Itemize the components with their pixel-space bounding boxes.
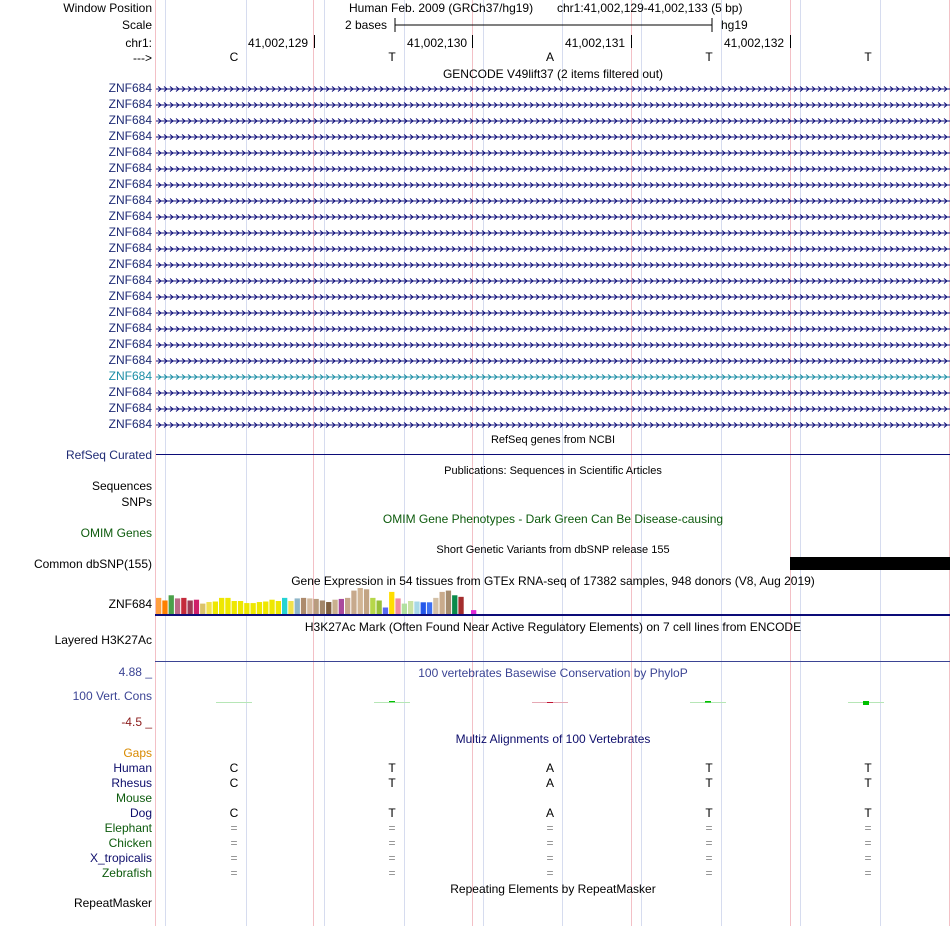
multiz-base: T (388, 776, 396, 790)
chrom-label: chr1: (125, 36, 152, 50)
phylop-score-mark (863, 701, 869, 705)
multiz-base: T (705, 761, 713, 775)
multiz-base: A (545, 806, 554, 820)
phylop-plot[interactable] (156, 690, 950, 712)
multiz-base: = (705, 821, 713, 835)
phylop-score-mark (389, 701, 395, 702)
multiz-base: = (546, 851, 554, 865)
h3k27ac-track-label[interactable]: Layered H3K27Ac (54, 633, 152, 647)
gencode-transcript[interactable] (156, 262, 950, 268)
multiz-base: C (229, 761, 239, 775)
gtex-tissue-bar (288, 601, 293, 614)
gtex-track-label[interactable]: ZNF684 (108, 597, 152, 611)
h3k27ac-divider (155, 661, 950, 662)
multiz-base: = (388, 851, 396, 865)
multiz-species-label[interactable]: X_tropicalis (89, 851, 152, 865)
gtex-tissue-bar (301, 598, 306, 614)
gtex-tissue-bar (181, 598, 186, 614)
gtex-tissue-bar (414, 602, 419, 614)
gencode-gene-label[interactable]: ZNF684 (108, 337, 152, 351)
gencode-transcript[interactable] (156, 406, 950, 412)
ruler-tick-1: 41,002,129 (248, 36, 309, 50)
gtex-tissue-bar (314, 599, 319, 614)
gencode-transcript[interactable] (156, 102, 950, 108)
publications-sequences-label[interactable]: Sequences (91, 479, 152, 493)
multiz-species-label[interactable]: Chicken (108, 836, 152, 850)
gencode-transcript[interactable] (156, 422, 950, 428)
gtex-tissue-bar (162, 600, 167, 614)
gtex-expression-bars[interactable] (156, 586, 950, 614)
base-3: A (545, 50, 554, 64)
multiz-base: = (705, 851, 713, 865)
multiz-base: T (388, 761, 396, 775)
phylop-track-title[interactable]: 100 vertebrates Basewise Conservation by PhyloP (418, 666, 688, 680)
gtex-tissue-bar (194, 600, 199, 614)
multiz-base: = (546, 821, 554, 835)
multiz-base: T (864, 776, 872, 790)
gencode-gene-label[interactable]: ZNF684 (108, 161, 152, 175)
multiz-base: = (388, 836, 396, 850)
gtex-tissue-bar (351, 591, 356, 614)
multiz-base: T (705, 806, 713, 820)
ruler-tick-3: 41,002,131 (565, 36, 626, 50)
multiz-base: A (545, 761, 554, 775)
gencode-gene-label[interactable]: ZNF684 (108, 257, 152, 271)
gencode-gene-label[interactable]: ZNF684 (108, 241, 152, 255)
gtex-tissue-bar (345, 598, 350, 614)
gencode-gene-label[interactable]: ZNF684 (108, 417, 152, 431)
gencode-transcript[interactable] (156, 294, 950, 300)
window-position-label: Window Position (63, 1, 152, 15)
publications-track-title[interactable]: Publications: Sequences in Scientific Articles (444, 465, 662, 477)
multiz-base: = (546, 866, 554, 880)
gencode-transcript[interactable] (156, 326, 950, 332)
gtex-tissue-bar (377, 600, 382, 614)
dbsnp-variant-block[interactable] (790, 557, 950, 570)
gtex-tissue-bar (200, 604, 205, 614)
gencode-transcript[interactable] (156, 230, 950, 236)
scale-label: Scale (121, 18, 152, 32)
gtex-tissue-bar (452, 595, 457, 614)
gencode-transcript[interactable] (156, 182, 950, 188)
multiz-base: = (864, 866, 872, 880)
gencode-transcript[interactable] (156, 374, 950, 380)
gtex-tissue-bar (458, 597, 463, 614)
gtex-tissue-bar (257, 602, 262, 614)
phylop-score-mark (547, 702, 553, 703)
h3k27ac-track-title[interactable]: H3K27Ac Mark (Often Found Near Active Regulatory Elements) on 7 cell lines from ENCODE (304, 620, 802, 634)
gencode-transcript[interactable] (156, 246, 950, 252)
multiz-base: = (230, 836, 238, 850)
gtex-tissue-bar (364, 589, 369, 614)
phylop-score-mark (705, 701, 711, 703)
gtex-tissue-bar (251, 603, 256, 614)
gtex-tissue-bar (175, 598, 180, 614)
gencode-transcript[interactable] (156, 342, 950, 348)
phylop-ymax: 4.88 _ (118, 665, 152, 679)
gencode-gene-label[interactable]: ZNF684 (108, 145, 152, 159)
multiz-base: = (230, 866, 238, 880)
publications-snps-label[interactable]: SNPs (121, 495, 152, 509)
gencode-gene-label[interactable]: ZNF684 (108, 401, 152, 415)
gtex-tissue-bar (188, 600, 193, 614)
gtex-track-title[interactable]: Gene Expression in 54 tissues from GTEx RNA-seq of 17382 samples, 948 donors (V8, Aug 2019) (291, 574, 815, 588)
assembly-name: Human Feb. 2009 (GRCh37/hg19) (349, 1, 534, 15)
phylop-track-label[interactable]: 100 Vert. Cons (72, 689, 152, 703)
gtex-tissue-bar (213, 602, 218, 614)
gtex-baseline (155, 614, 950, 616)
multiz-base: = (388, 866, 396, 880)
gencode-gene-label[interactable]: ZNF684 (108, 289, 152, 303)
multiz-species-label[interactable]: Rhesus (111, 776, 152, 790)
multiz-base: T (705, 776, 713, 790)
gencode-transcript[interactable] (156, 310, 950, 316)
scale-bar (390, 16, 720, 34)
base-1: C (229, 50, 239, 64)
gencode-gene-label[interactable]: ZNF684 (108, 209, 152, 223)
multiz-species-label[interactable]: Dog (129, 806, 152, 820)
gencode-transcript[interactable] (156, 150, 950, 156)
multiz-base: = (864, 851, 872, 865)
multiz-base: T (388, 806, 396, 820)
gencode-transcript[interactable] (156, 118, 950, 124)
base-2: T (388, 50, 396, 64)
multiz-base: = (864, 836, 872, 850)
gencode-transcript[interactable] (156, 166, 950, 172)
phylop-ymin: -4.5 _ (121, 715, 152, 729)
gtex-tissue-bar (295, 598, 300, 614)
multiz-species-label[interactable]: Elephant (104, 821, 152, 835)
gencode-transcript[interactable] (156, 390, 950, 396)
gtex-tissue-bar (421, 602, 426, 614)
gtex-tissue-bar (225, 598, 230, 614)
multiz-base: A (545, 776, 554, 790)
gtex-tissue-bar (232, 601, 237, 614)
multiz-species-label[interactable]: Zebrafish (101, 866, 152, 880)
dbsnp-track-title[interactable]: Short Genetic Variants from dbSNP release 155 (436, 544, 670, 556)
gencode-gene-label[interactable]: ZNF684 (108, 305, 152, 319)
gtex-tissue-bar (427, 602, 432, 614)
multiz-base: = (388, 821, 396, 835)
multiz-species-label[interactable]: Mouse (115, 791, 152, 805)
gencode-gene-label[interactable]: ZNF684 (108, 225, 152, 239)
gencode-transcript[interactable] (156, 358, 950, 364)
multiz-base: = (230, 821, 238, 835)
gencode-gene-label[interactable]: ZNF684 (108, 129, 152, 143)
multiz-base: T (864, 806, 872, 820)
refseq-track-label[interactable]: RefSeq Curated (65, 448, 152, 462)
ruler-tick-marks (300, 34, 800, 50)
gencode-gene-label[interactable]: ZNF684 (108, 113, 152, 127)
gencode-transcript[interactable] (156, 198, 950, 204)
scale-bar-text: 2 bases (345, 18, 388, 32)
scale-bar-db: hg19 (721, 18, 748, 32)
multiz-species-label[interactable]: Human (113, 761, 152, 775)
repeatmasker-track-title[interactable]: Repeating Elements by RepeatMasker (450, 882, 656, 896)
gencode-track-title[interactable]: GENCODE V49lift37 (2 items filtered out) (442, 67, 664, 81)
gencode-gene-label[interactable]: ZNF684 (108, 353, 152, 367)
gencode-transcript[interactable] (156, 214, 950, 220)
gencode-gene-label[interactable]: ZNF684 (108, 81, 152, 95)
gtex-tissue-bar (282, 598, 287, 614)
gencode-transcript[interactable] (156, 278, 950, 284)
gtex-tissue-bar (339, 599, 344, 614)
repeatmasker-track-label[interactable]: RepeatMasker (73, 896, 152, 910)
gtex-tissue-bar (320, 600, 325, 614)
gtex-tissue-bar (219, 598, 224, 614)
gtex-tissue-bar (446, 591, 451, 614)
gtex-tissue-bar (332, 600, 337, 614)
multiz-base: = (864, 821, 872, 835)
gencode-gene-label[interactable]: ZNF684 (108, 177, 152, 191)
gtex-tissue-bar (402, 604, 407, 614)
position-readout: chr1:41,002,129-41,002,133 (5 bp) (557, 1, 743, 15)
gtex-tissue-bar (408, 601, 413, 614)
ruler-tick-2: 41,002,130 (407, 36, 468, 50)
gencode-transcript[interactable] (156, 134, 950, 140)
gencode-gene-label[interactable]: ZNF684 (108, 193, 152, 207)
gtex-tissue-bar (169, 595, 174, 614)
multiz-track-title[interactable]: Multiz Alignments of 100 Vertebrates (455, 732, 651, 746)
gencode-transcript[interactable] (156, 86, 950, 92)
base-4: T (705, 50, 713, 64)
ruler-tick-4: 41,002,132 (724, 36, 785, 50)
multiz-base: C (229, 776, 239, 790)
gtex-tissue-bar (156, 598, 161, 614)
gencode-gene-label[interactable]: ZNF684 (108, 385, 152, 399)
dbsnp-track-label[interactable]: Common dbSNP(155) (33, 557, 152, 571)
omim-track-title[interactable]: OMIM Gene Phenotypes - Dark Green Can Be Disease-causing (382, 512, 724, 526)
gencode-gene-label[interactable]: ZNF684 (108, 97, 152, 111)
multiz-base: C (229, 806, 239, 820)
multiz-base: = (230, 851, 238, 865)
gtex-tissue-bar (358, 588, 363, 614)
gtex-tissue-bar (440, 592, 445, 614)
omim-track-label[interactable]: OMIM Genes (80, 526, 152, 540)
multiz-base: = (546, 836, 554, 850)
gtex-tissue-bar (307, 598, 312, 614)
strand-label: ---> (133, 51, 152, 65)
gtex-tissue-bar (238, 601, 243, 614)
gtex-tissue-bar (269, 600, 274, 614)
multiz-base: T (864, 761, 872, 775)
multiz-base: = (705, 866, 713, 880)
multiz-gaps-label[interactable]: Gaps (123, 746, 152, 760)
gtex-tissue-bar (433, 598, 438, 614)
refseq-gene-line[interactable] (156, 453, 950, 457)
gtex-tissue-bar (263, 602, 268, 614)
gtex-tissue-bar (370, 598, 375, 614)
gtex-tissue-bar (244, 603, 249, 614)
gtex-tissue-bar (326, 602, 331, 614)
gtex-tissue-bar (276, 601, 281, 614)
base-5: T (864, 50, 872, 64)
multiz-base: = (705, 836, 713, 850)
gencode-gene-label[interactable]: ZNF684 (108, 321, 152, 335)
gtex-tissue-bar (395, 598, 400, 614)
gtex-tissue-bar (206, 602, 211, 614)
gtex-tissue-bar (389, 592, 394, 614)
gencode-gene-label[interactable]: ZNF684 (108, 369, 152, 383)
gencode-gene-label[interactable]: ZNF684 (108, 273, 152, 287)
refseq-track-title[interactable]: RefSeq genes from NCBI (490, 434, 616, 446)
